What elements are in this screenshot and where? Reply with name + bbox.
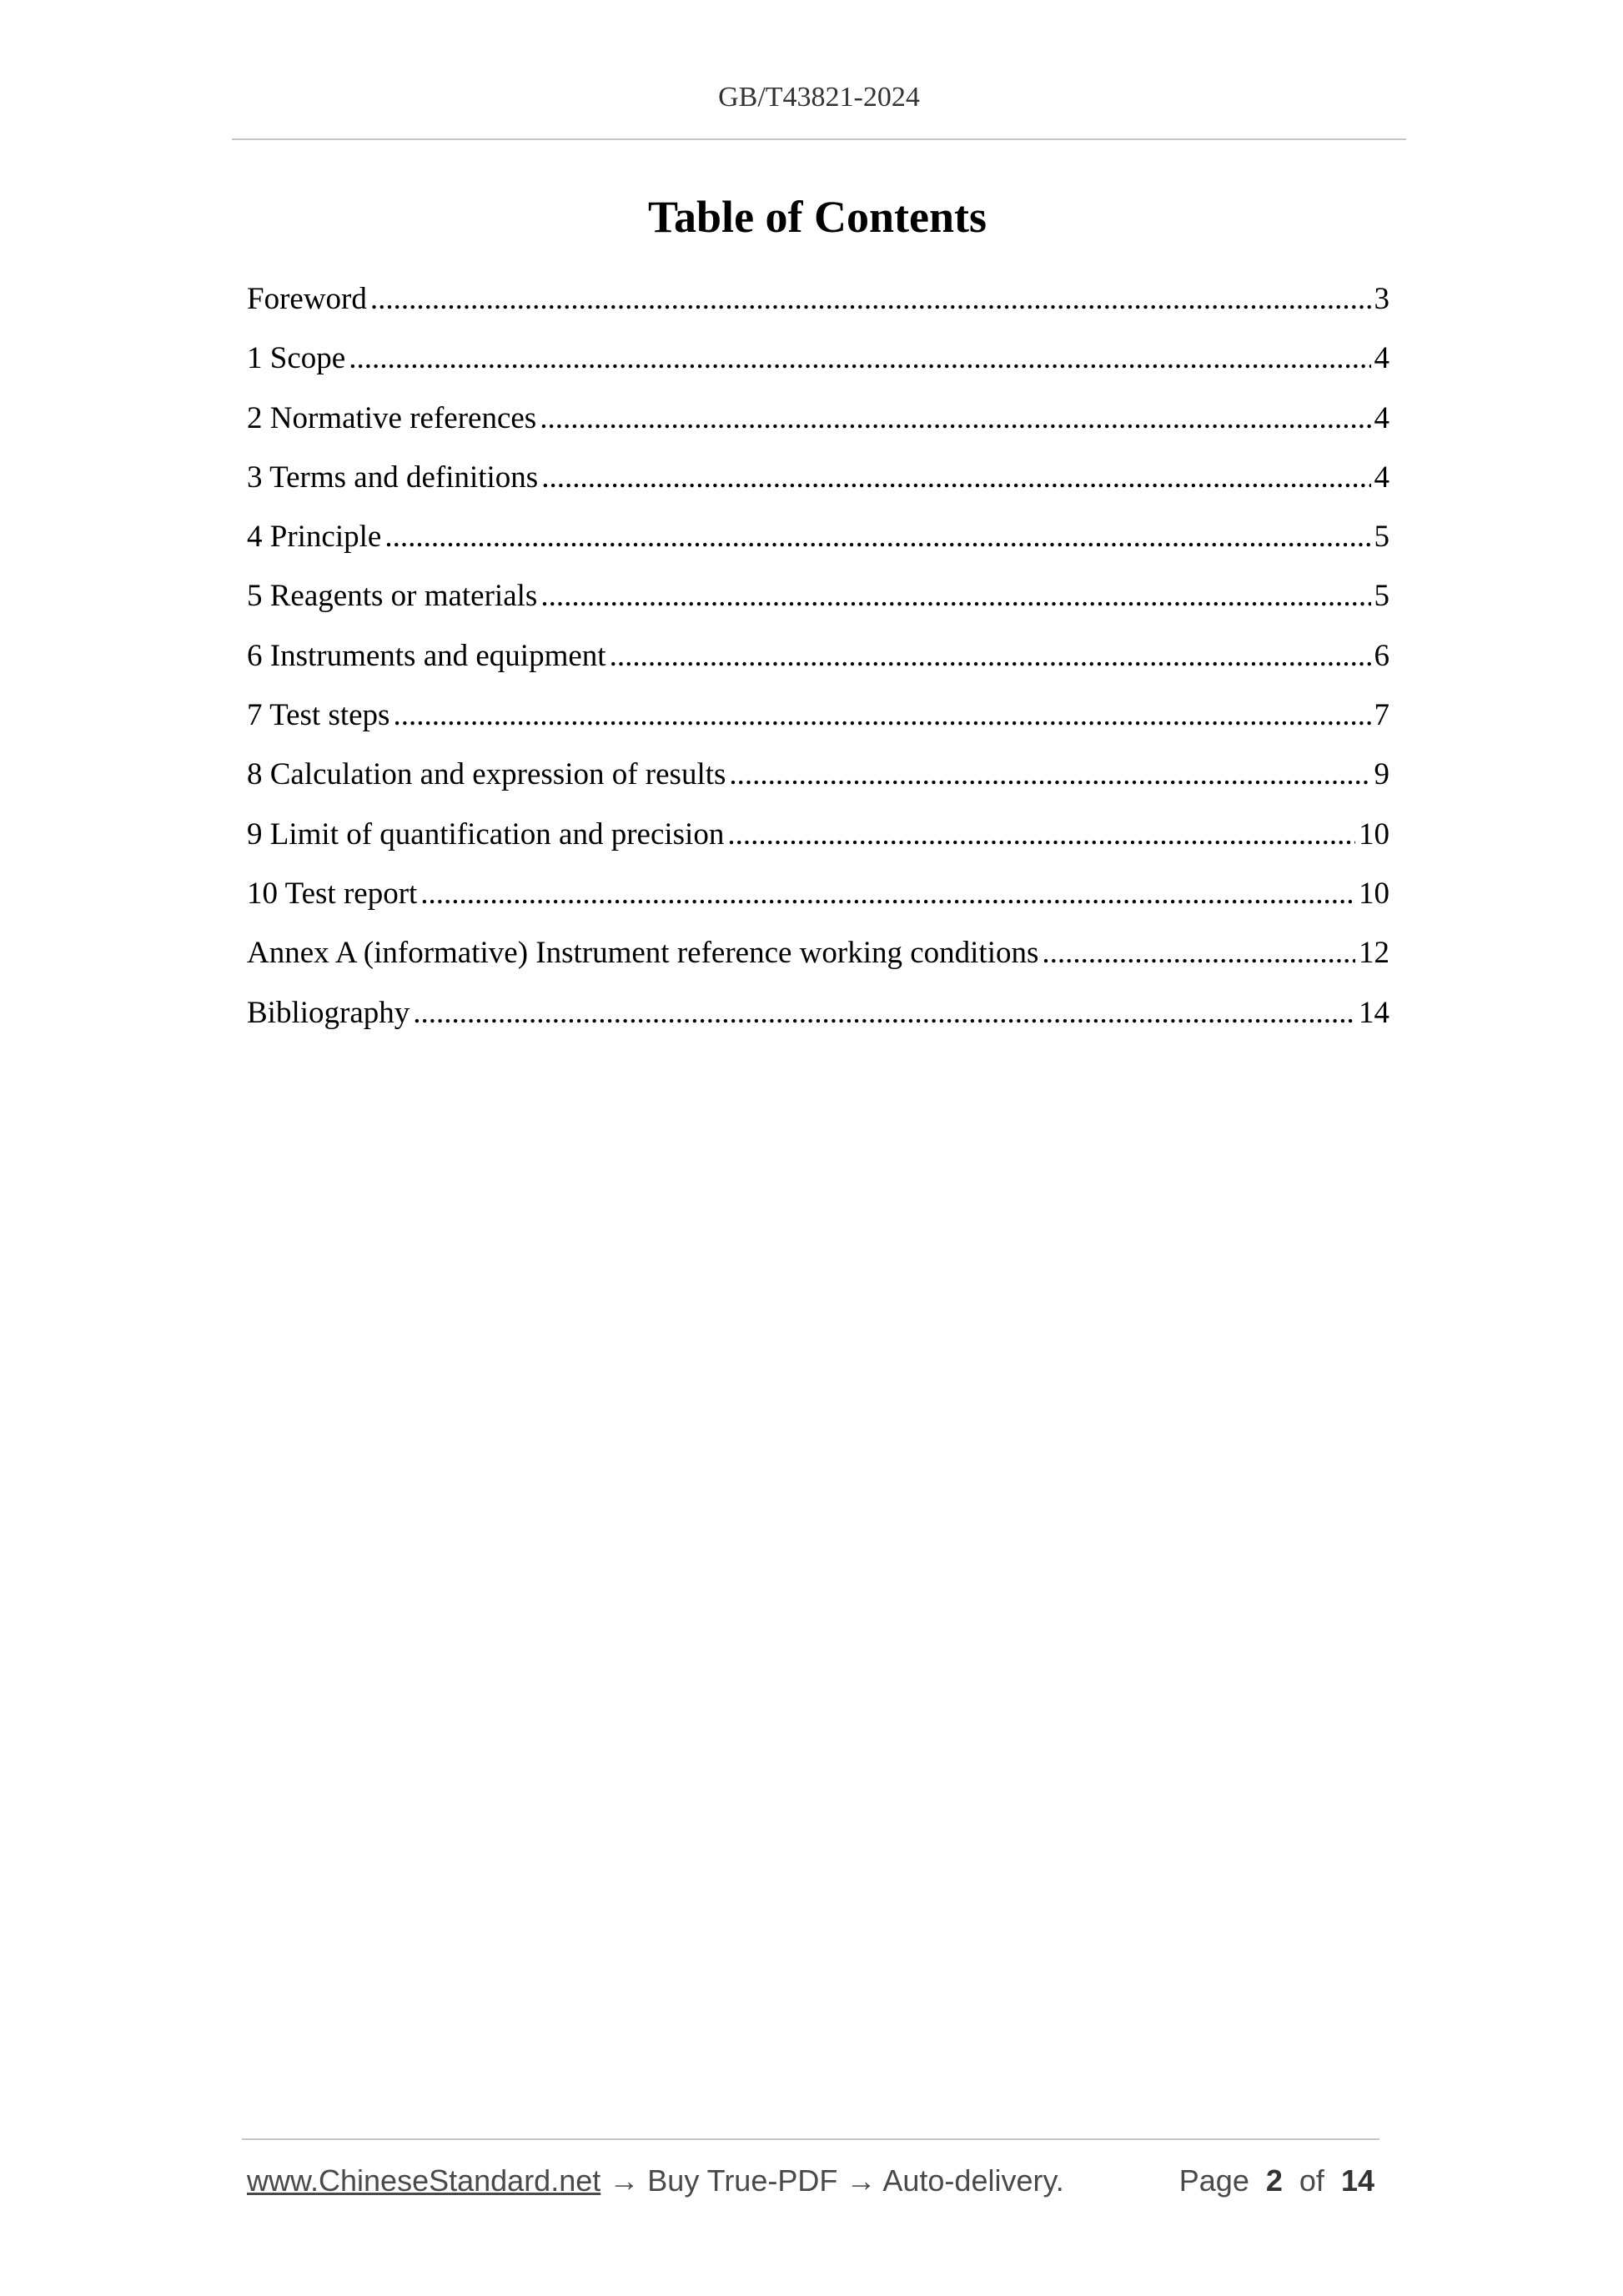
toc-entry-label: 10 Test report [247, 876, 418, 911]
toc-dot-leader [420, 873, 1355, 915]
page-word: Page [1178, 2163, 1249, 2198]
toc-entry-test-report[interactable] [247, 873, 1389, 932]
toc-entry-test-steps[interactable] [247, 695, 1389, 754]
toc-dot-leader [1042, 932, 1355, 974]
total-pages-number: 14 [1340, 2163, 1374, 2198]
toc-entry-bibliography[interactable] [247, 992, 1389, 1052]
toc-dot-leader [349, 338, 1370, 379]
header-divider [232, 138, 1406, 140]
toc-entry-label: 1 Scope [247, 341, 346, 376]
toc-entry-label: 6 Instruments and equipment [247, 638, 606, 673]
footer-promo [247, 2160, 1064, 2202]
arrow-right-icon: → [609, 2163, 640, 2198]
toc-dot-leader [729, 754, 1370, 796]
table-of-contents [247, 279, 1389, 1052]
website-link[interactable]: www.ChineseStandard.net [247, 2163, 601, 2198]
current-page-number: 2 [1265, 2163, 1283, 2198]
toc-entry-principle[interactable] [247, 516, 1389, 575]
toc-page-number: 9 [1374, 757, 1389, 792]
toc-entry-label: Bibliography [247, 995, 410, 1030]
toc-entry-label: 4 Principle [247, 520, 382, 555]
toc-entry-label: 3 Terms and definitions [247, 460, 539, 495]
toc-dot-leader [413, 992, 1355, 1034]
toc-dot-leader [384, 516, 1370, 558]
toc-entry-label: Foreword [247, 282, 367, 316]
toc-page-number: 5 [1374, 520, 1389, 555]
footer-divider [242, 2138, 1379, 2140]
toc-dot-leader [540, 575, 1370, 617]
page-footer [247, 2160, 1383, 2202]
toc-entry-foreword[interactable] [247, 279, 1389, 338]
toc-dot-leader [393, 695, 1370, 736]
toc-page-number: 7 [1374, 698, 1389, 733]
toc-entry-label: 2 Normative references [247, 400, 537, 435]
footer-delivery-text: Auto-delivery. [882, 2163, 1064, 2198]
toc-entry-normative-references[interactable] [247, 398, 1389, 457]
running-header: GB/T43821-2024 [718, 82, 920, 113]
toc-dot-leader [541, 457, 1370, 499]
page-title: Table of Contents [647, 192, 987, 242]
toc-entry-label: 5 Reagents or materials [247, 579, 538, 614]
toc-dot-leader [727, 814, 1355, 856]
arrow-right-icon: → [846, 2163, 877, 2198]
toc-entry-reagents-or-materials[interactable] [247, 575, 1389, 635]
page-counter [1179, 2160, 1374, 2202]
toc-page-number: 12 [1359, 936, 1389, 971]
toc-entry-annex-a[interactable] [247, 932, 1389, 992]
toc-page-number: 10 [1359, 816, 1389, 852]
toc-entry-instruments-and-equipment[interactable] [247, 636, 1389, 695]
toc-entry-label: 7 Test steps [247, 698, 390, 733]
toc-page-number: 14 [1359, 995, 1389, 1030]
toc-entry-label: 8 Calculation and expression of results [247, 757, 726, 792]
footer-buy-text: Buy True-PDF [647, 2163, 838, 2198]
toc-dot-leader [370, 279, 1371, 320]
toc-page-number: 4 [1374, 460, 1389, 495]
toc-entry-label: 9 Limit of quantification and precision [247, 816, 725, 852]
of-word: of [1299, 2163, 1324, 2198]
toc-entry-calculation-and-expression[interactable] [247, 754, 1389, 813]
toc-dot-leader [540, 398, 1370, 440]
toc-entry-label: Annex A (informative) Instrument reference working conditions [247, 936, 1039, 971]
toc-page-number: 4 [1374, 400, 1389, 435]
toc-dot-leader [610, 636, 1371, 677]
toc-entry-terms-and-definitions[interactable] [247, 457, 1389, 516]
toc-page-number: 4 [1374, 341, 1389, 376]
toc-entry-limit-of-quantification[interactable] [247, 814, 1389, 873]
toc-entry-scope[interactable] [247, 338, 1389, 397]
toc-page-number: 6 [1374, 638, 1389, 673]
toc-page-number: 3 [1374, 282, 1389, 316]
toc-page-number: 10 [1359, 876, 1389, 911]
toc-page-number: 5 [1374, 579, 1389, 614]
